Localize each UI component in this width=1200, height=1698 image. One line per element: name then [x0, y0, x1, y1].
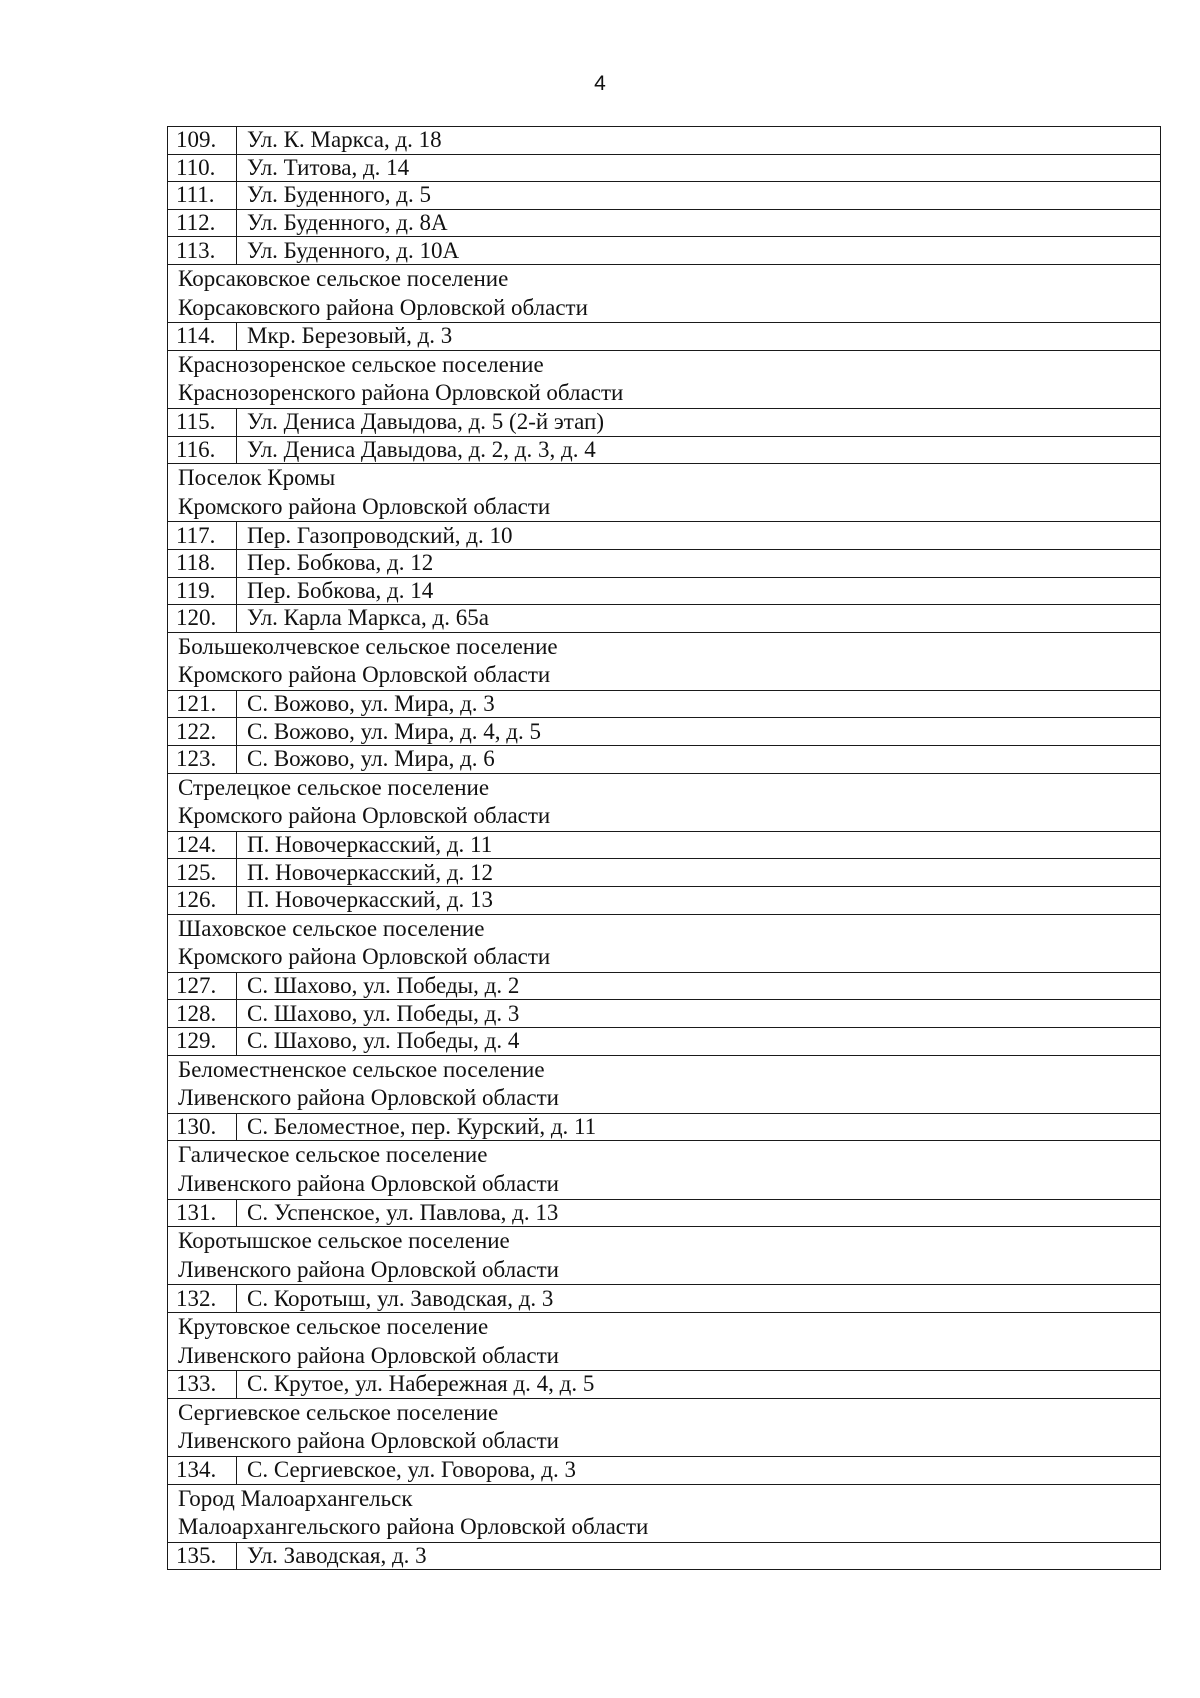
- table-row: [168, 127, 1161, 155]
- row-number: 114.: [168, 323, 237, 351]
- row-address: Ул. Заводская, д. 3: [237, 1542, 1161, 1570]
- row-address: П. Новочеркасский, д. 12: [237, 859, 1161, 887]
- table-row: [168, 605, 1161, 633]
- table-row: [168, 1285, 1161, 1313]
- table-row: [168, 718, 1161, 746]
- row-address: Пер. Газопроводский, д. 10: [237, 522, 1161, 550]
- row-address: С. Успенское, ул. Павлова, д. 13: [237, 1199, 1161, 1227]
- settlement-district: Ливенского района Орловской области: [178, 1428, 559, 1454]
- table-row: [168, 690, 1161, 718]
- row-address: Ул. Буденного, д. 5: [237, 182, 1161, 210]
- row-address: Мкр. Березовый, д. 3: [237, 323, 1161, 351]
- table-row: [168, 237, 1161, 265]
- settlement-name: Беломестненское сельское поселение: [178, 1056, 545, 1082]
- row-address: Ул. Буденного, д. 10А: [237, 237, 1161, 265]
- settlement-header: [168, 1227, 1161, 1285]
- settlement-district: Кромского района Орловской области: [178, 662, 551, 688]
- settlement-header-row: [168, 1055, 1161, 1113]
- page-number: 4: [594, 72, 606, 95]
- settlement-district: Малоархангельского района Орловской области: [178, 1514, 649, 1540]
- settlement-header-row: [168, 264, 1161, 322]
- settlement-header: [168, 464, 1161, 522]
- settlement-header: [168, 1055, 1161, 1113]
- row-number: 131.: [168, 1199, 237, 1227]
- settlement-name: Галическое сельское поселение: [178, 1142, 488, 1168]
- settlement-header-row: [168, 350, 1161, 408]
- settlement-name: Сергиевское сельское поселение: [178, 1399, 499, 1425]
- row-number: 111.: [168, 182, 237, 210]
- settlement-header-row: [168, 1484, 1161, 1542]
- settlement-district: Корсаковского района Орловской области: [178, 294, 588, 320]
- table-row: [168, 408, 1161, 436]
- row-number: 109.: [168, 127, 237, 155]
- row-number: 120.: [168, 605, 237, 633]
- settlement-name: Город Малоархангельск: [178, 1485, 413, 1511]
- table-row: [168, 522, 1161, 550]
- table-row: [168, 323, 1161, 351]
- table-row: [168, 209, 1161, 237]
- settlement-header-row: [168, 914, 1161, 972]
- row-number: 124.: [168, 831, 237, 859]
- table-row: [168, 154, 1161, 182]
- row-number: 122.: [168, 718, 237, 746]
- row-number: 130.: [168, 1113, 237, 1141]
- row-address: С. Шахово, ул. Победы, д. 2: [237, 972, 1161, 1000]
- table-row: [168, 1028, 1161, 1056]
- table-row: [168, 972, 1161, 1000]
- row-address: П. Новочеркасский, д. 13: [237, 887, 1161, 915]
- settlement-header: [168, 773, 1161, 831]
- table-row: [168, 831, 1161, 859]
- table-row: [168, 1000, 1161, 1028]
- table-row: [168, 182, 1161, 210]
- row-number: 119.: [168, 577, 237, 605]
- settlement-district: Ливенского района Орловской области: [178, 1256, 559, 1282]
- row-number: 112.: [168, 209, 237, 237]
- settlement-name: Стрелецкое сельское поселение: [178, 774, 490, 800]
- row-address: Пер. Бобкова, д. 14: [237, 577, 1161, 605]
- row-number: 125.: [168, 859, 237, 887]
- table-row: [168, 1456, 1161, 1484]
- settlement-name: Большеколчевское сельское поселение: [178, 633, 558, 659]
- table-row: [168, 1371, 1161, 1399]
- settlement-header: [168, 1398, 1161, 1456]
- table-row: [168, 1542, 1161, 1570]
- row-address: Ул. Дениса Давыдова, д. 5 (2-й этап): [237, 408, 1161, 436]
- settlement-district: Ливенского района Орловской области: [178, 1342, 559, 1368]
- settlement-header: [168, 1312, 1161, 1370]
- table-row: [168, 549, 1161, 577]
- row-number: 121.: [168, 690, 237, 718]
- row-address: С. Коротыш, ул. Заводская, д. 3: [237, 1285, 1161, 1313]
- row-number: 110.: [168, 154, 237, 182]
- settlement-header: [168, 264, 1161, 322]
- settlement-district: Ливенского района Орловской области: [178, 1085, 559, 1111]
- row-number: 129.: [168, 1028, 237, 1056]
- row-number: 116.: [168, 436, 237, 464]
- row-number: 135.: [168, 1542, 237, 1570]
- row-address: Пер. Бобкова, д. 12: [237, 549, 1161, 577]
- row-address: С. Вожово, ул. Мира, д. 4, д. 5: [237, 718, 1161, 746]
- settlement-header-row: [168, 464, 1161, 522]
- row-number: 118.: [168, 549, 237, 577]
- settlement-name: Корсаковское сельское поселение: [178, 265, 509, 291]
- settlement-header-row: [168, 773, 1161, 831]
- row-address: Ул. Дениса Давыдова, д. 2, д. 3, д. 4: [237, 436, 1161, 464]
- settlement-header: [168, 350, 1161, 408]
- settlement-header: [168, 632, 1161, 690]
- settlement-district: Ливенского района Орловской области: [178, 1170, 559, 1196]
- row-number: 133.: [168, 1371, 237, 1399]
- settlement-header-row: [168, 1312, 1161, 1370]
- settlement-header: [168, 1484, 1161, 1542]
- settlement-header-row: [168, 1227, 1161, 1285]
- settlement-name: Крутовское сельское поселение: [178, 1313, 489, 1339]
- table-row: [168, 577, 1161, 605]
- row-address: Ул. К. Маркса, д. 18: [237, 127, 1161, 155]
- settlement-name: Шаховское сельское поселение: [178, 915, 485, 941]
- row-number: 132.: [168, 1285, 237, 1313]
- settlement-header: [168, 1141, 1161, 1199]
- settlement-district: Кромского района Орловской области: [178, 493, 551, 519]
- table-row: [168, 436, 1161, 464]
- row-number: 127.: [168, 972, 237, 1000]
- settlement-district: Краснозоренского района Орловской области: [178, 380, 624, 406]
- row-address: Ул. Титова, д. 14: [237, 154, 1161, 182]
- table-row: [168, 1199, 1161, 1227]
- settlement-header-row: [168, 1398, 1161, 1456]
- address-table-body: [168, 127, 1161, 1570]
- row-address: С. Беломестное, пер. Курский, д. 11: [237, 1113, 1161, 1141]
- table-row: [168, 746, 1161, 774]
- settlement-name: Коротышское сельское поселение: [178, 1228, 510, 1254]
- row-number: 126.: [168, 887, 237, 915]
- table-row: [168, 1113, 1161, 1141]
- row-address: С. Вожово, ул. Мира, д. 6: [237, 746, 1161, 774]
- settlement-header-row: [168, 632, 1161, 690]
- row-number: 123.: [168, 746, 237, 774]
- settlement-district: Кромского района Орловской области: [178, 803, 551, 829]
- row-address: С. Сергиевское, ул. Говорова, д. 3: [237, 1456, 1161, 1484]
- row-number: 113.: [168, 237, 237, 265]
- settlement-name: Поселок Кромы: [178, 465, 336, 491]
- row-number: 134.: [168, 1456, 237, 1484]
- row-address: Ул. Буденного, д. 8А: [237, 209, 1161, 237]
- row-address: Ул. Карла Маркса, д. 65а: [237, 605, 1161, 633]
- address-table: [167, 126, 1161, 1570]
- row-number: 128.: [168, 1000, 237, 1028]
- row-address: С. Крутое, ул. Набережная д. 4, д. 5: [237, 1371, 1161, 1399]
- settlement-name: Краснозоренское сельское поселение: [178, 351, 544, 377]
- row-address: С. Вожово, ул. Мира, д. 3: [237, 690, 1161, 718]
- row-address: П. Новочеркасский, д. 11: [237, 831, 1161, 859]
- row-address: С. Шахово, ул. Победы, д. 3: [237, 1000, 1161, 1028]
- table-row: [168, 887, 1161, 915]
- settlement-header: [168, 914, 1161, 972]
- row-number: 117.: [168, 522, 237, 550]
- row-address: С. Шахово, ул. Победы, д. 4: [237, 1028, 1161, 1056]
- settlement-header-row: [168, 1141, 1161, 1199]
- table-row: [168, 859, 1161, 887]
- settlement-district: Кромского района Орловской области: [178, 944, 551, 970]
- row-number: 115.: [168, 408, 237, 436]
